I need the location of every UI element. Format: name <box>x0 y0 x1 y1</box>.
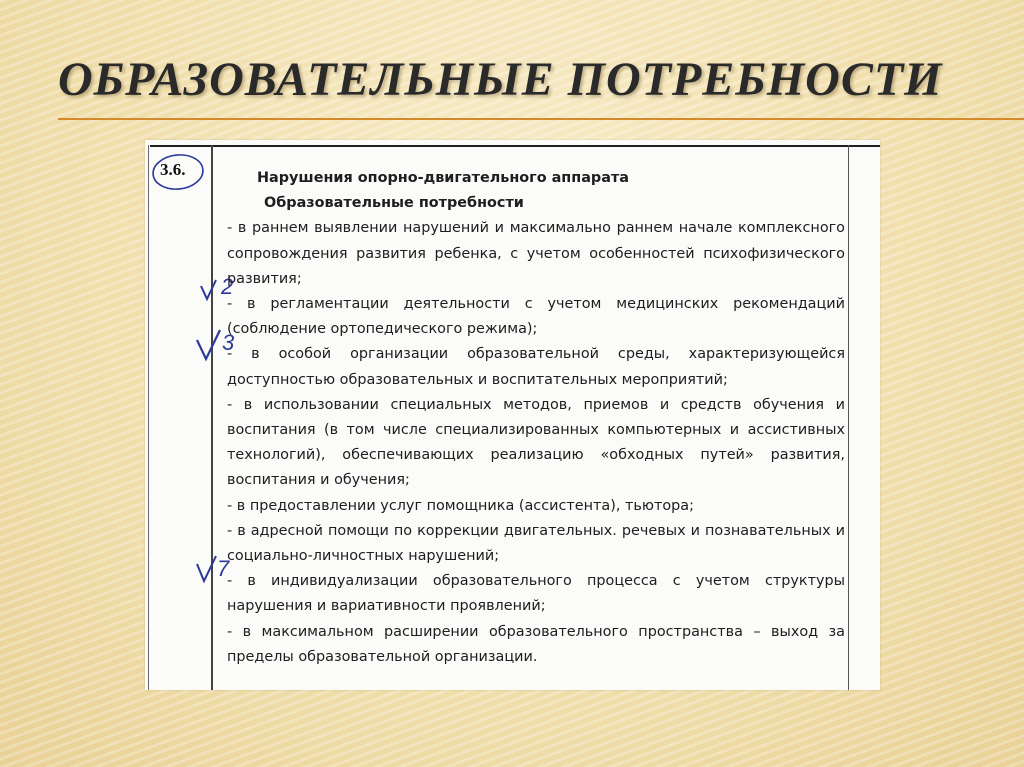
list-item: - в регламентации деятельности с учетом медицинских рекомендаций (соблюдение ортопедического режима); <box>227 296 845 338</box>
document-body <box>227 166 845 670</box>
document-heading: Нарушения опорно-двигательного аппарата <box>257 170 629 186</box>
checkmark-icon <box>199 278 219 302</box>
list-item: - в адресной помощи по коррекции двигательных. речевых и познавательных и социально-личностных нарушений; <box>227 522 845 565</box>
table-column-divider <box>211 145 213 690</box>
handwritten-number: 7 <box>217 556 230 581</box>
table-right-border <box>848 145 849 690</box>
table-left-border <box>148 145 149 690</box>
title-underline <box>58 118 1024 120</box>
list-item: - в предоставлении услуг помощника (ассистента), тьютора; <box>227 497 694 514</box>
list-item: - в особой организации образовательной среды, характеризующейся доступностью образовательных и воспитательных мероприятий; <box>227 346 845 388</box>
scanned-document <box>145 140 880 690</box>
list-item: - в индивидуализации образовательного процесса с учетом структуры нарушения и вариативности проявлений; <box>227 573 845 615</box>
handwritten-number: 3 <box>222 330 235 355</box>
handwritten-number: 2 <box>221 274 234 299</box>
list-item: - в максимальном расширении образовательного пространства – выход за пределы образовательной организации. <box>227 623 845 665</box>
table-top-border <box>150 145 880 147</box>
list-item: - в использовании специальных методов, приемов и средств обучения и воспитания (в том числе специализированных компьютерных и ассистивных технологий), обеспечивающих реализацию «обходных путей» развития, воспитания и обучения; <box>227 396 845 489</box>
checkmark-icon <box>195 554 219 584</box>
document-subheading: Образовательные потребности <box>264 195 524 212</box>
checkmark-icon <box>195 328 223 362</box>
section-number: 3.6. <box>160 160 186 179</box>
slide-title: ОБРАЗОВАТЕЛЬНЫЕ ПОТРЕБНОСТИ <box>58 53 943 106</box>
list-item: - в раннем выявлении нарушений и максимально раннем начале комплексного сопровождения развития ребенка, с учетом особенностей психофизического развития; <box>227 220 845 287</box>
